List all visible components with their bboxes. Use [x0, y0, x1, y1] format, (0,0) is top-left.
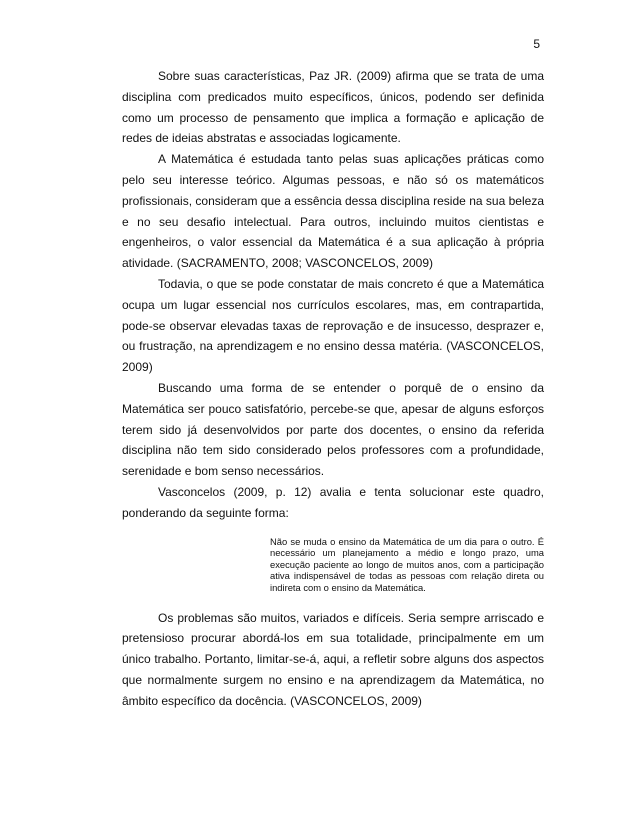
block-quote: Não se muda o ensino da Matemática de um dia para o outro. É necessário um planejamento a médio e longo prazo, uma execução paciente ao longo de muitos anos, com a participação ativa indispensável de todas as pessoas com relação direta ou indireta com o ensino da Matemática. — [270, 535, 544, 593]
paragraph-characteristics: Sobre suas características, Paz JR. (2009) afirma que se trata de uma disciplina com predicados muito específicos, únicos, podendo ser definida como um processo de pensamento que implica a formação e aplicação de redes de ideias abstratas e associadas logicamente. — [122, 69, 544, 146]
paragraph-quote-intro: Vasconcelos (2009, p. 12) avalia e tenta solucionar este quadro, ponderando da seguinte forma: — [122, 484, 544, 520]
paragraph-curriculum: Todavia, o que se pode constatar de mais concreto é que a Matemática ocupa um lugar essencial nos currículos escolares, mas, em contrapartida, pode-se observar elevadas taxas de reprovação e de insucesso, desprazer e, ou frustração, na aprendizagem e no ensino dessa matéria. (VASCONCELOS, 2009) — [122, 276, 544, 375]
paragraph-closing: Os problemas são muitos, variados e difíceis. Seria sempre arriscado e pretensioso procurar abordá-los em sua totalidade, principalmente em um único trabalho. Portanto, limitar-se-á, aqui, a refletir sobre alguns dos aspectos que normalmente surgem no ensino e na aprendizagem da Matemática, no âmbito específico da docência. (VASCONCELOS, 2009) — [122, 610, 544, 708]
page-number: 5 — [533, 37, 540, 51]
document-body — [122, 66, 544, 711]
paragraph-teaching-efforts: Buscando uma forma de se entender o porquê de o ensino da Matemática ser pouco satisfatório, percebe-se que, apesar de alguns esforços terem sido já desenvolvidos por parte dos docentes, o ensino da referida disciplina não tem sido considerado pelos professores com a profundidade, serenidade e bom senso necessários. — [122, 380, 544, 479]
paragraph-mathematics-study: A Matemática é estudada tanto pelas suas aplicações práticas como pelo seu interesse teórico. Algumas pessoas, e não só os matemáticos profissionais, consideram que a essência dessa disciplina reside na sua beleza e no seu desafio intelectual. Para outros, incluindo muitos cientistas e engenheiros, o valor essencial da Matemática é a sua aplicação à própria atividade. (SACRAMENTO, 2008; VASCONCELOS, 2009) — [122, 152, 544, 271]
